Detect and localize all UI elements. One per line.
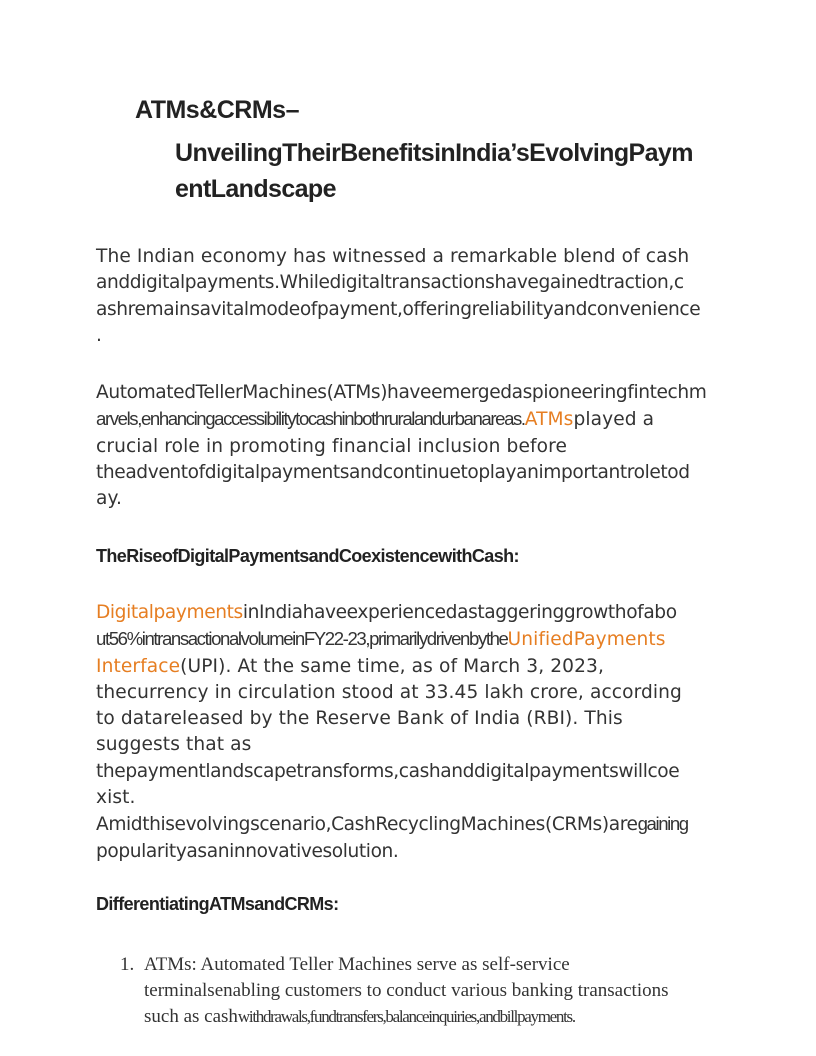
- intro-line: anddigitalpayments.Whiledigitaltransactionshavegainedtraction,c: [96, 272, 684, 294]
- atm-line: ay.: [96, 488, 122, 510]
- intro-line: .: [96, 324, 103, 346]
- list-item-text: withdrawals,fundtransfers,balanceinquiries,andbillpayments.: [237, 1007, 575, 1026]
- page-title-line-3: entLandscape: [175, 175, 336, 203]
- digital-line: thepaymentlandscapetransforms,cashanddigitalpaymentswillcoe: [96, 760, 680, 782]
- list-item-line: [144, 1004, 744, 1030]
- atms-link[interactable]: ATMs: [524, 409, 574, 431]
- list-item-line: terminalsenabling customers to conduct various banking transactions: [144, 980, 669, 1001]
- list-item-body: [144, 952, 744, 1030]
- section-heading-rise-of-digital: TheRiseofDigitalPaymentsandCoexistencewithCash:: [96, 546, 519, 566]
- digital-line: thecurrency in circulation stood at 33.45 lakh crore, according: [96, 681, 682, 703]
- digital-line: suggests that as: [96, 734, 252, 756]
- digital-line-text: (UPI). At the same time, as of March 3, 2023,: [180, 655, 604, 677]
- atm-line-text: played a: [573, 409, 655, 431]
- atm-line: crucial role in promoting financial inclusion before: [96, 435, 567, 457]
- list-item-text: such as cash: [144, 1006, 238, 1027]
- digital-line: [96, 654, 721, 680]
- atm-line: [96, 406, 721, 433]
- list-item-number: 1.: [120, 954, 135, 975]
- digital-line: xist.: [96, 787, 136, 809]
- digital-line-text: inIndiahaveexperiencedastaggeringgrowthofabo: [242, 602, 677, 623]
- page-title-continuation: [175, 135, 735, 207]
- digital-payments-link[interactable]: Digitalpayments: [96, 602, 243, 623]
- upi-link[interactable]: UnifiedPayments: [507, 629, 666, 651]
- atm-paragraph: [96, 380, 721, 512]
- page-title-line-1: ATMs&CRMs–: [135, 96, 299, 124]
- list-item-line: ATMs: Automated Teller Machines serve as self-service: [144, 954, 570, 975]
- digital-line: [96, 626, 721, 653]
- intro-paragraph: [96, 244, 721, 349]
- digital-payments-paragraph: [96, 600, 721, 865]
- atm-line: AutomatedTellerMachines(ATMs)haveemergedaspioneeringfintechm: [96, 382, 707, 403]
- section-heading-differentiating: DifferentiatingATMsandCRMs:: [96, 894, 339, 914]
- digital-line: [96, 811, 721, 838]
- intro-line: The Indian economy has witnessed a remarkable blend of cash: [96, 246, 690, 267]
- digital-line-text: ut56%intransactionalvolumeinFY22-23,primarilydrivenbythe: [96, 628, 508, 650]
- upi-link-continued[interactable]: Interface: [96, 655, 181, 677]
- page-title-line-2: UnveilingTheirBenefitsinIndia’sEvolvingPaym: [175, 139, 693, 167]
- digital-line-text: gaining: [637, 813, 688, 835]
- digital-line: to datareleased by the Reserve Bank of India (RBI). This: [96, 708, 623, 730]
- digital-line: popularityasaninnovativesolution.: [96, 840, 399, 862]
- atm-line: theadventofdigitalpaymentsandcontinuetoplayanimportantroletod: [96, 461, 690, 483]
- atm-line-text: arvels,enhancingaccessibilitytocashinbothruralandurbanareas.: [96, 408, 525, 430]
- digital-line: [96, 600, 721, 626]
- intro-line: ashremainsavitalmodeofpayment,offeringreliabilityandconvenience: [96, 298, 701, 320]
- digital-line-text: Amidthisevolvingscenario,CashRecyclingMachines(CRMs)are: [96, 814, 638, 836]
